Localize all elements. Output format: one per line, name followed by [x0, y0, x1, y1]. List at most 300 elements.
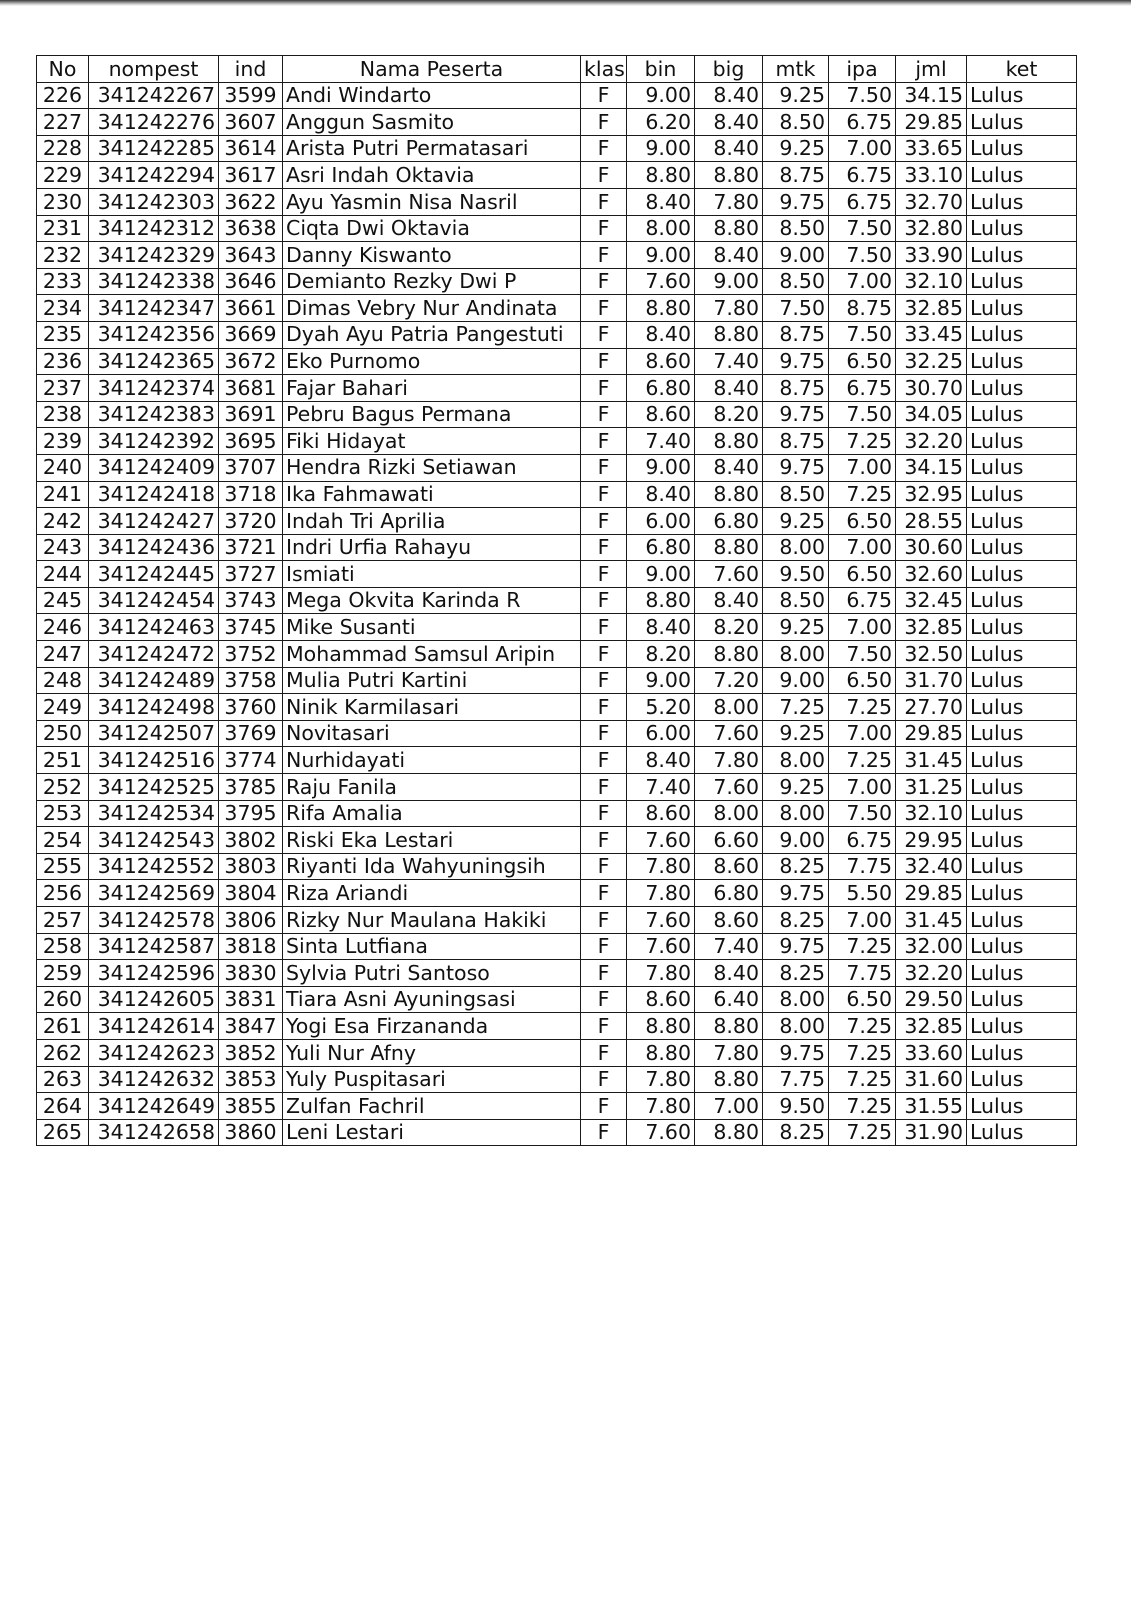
- cell-big: 8.00: [695, 694, 763, 721]
- cell-mtk: 8.00: [763, 800, 829, 827]
- cell-bin: 7.60: [627, 1119, 695, 1146]
- table-row: [37, 109, 1077, 136]
- cell-no: 228: [37, 135, 89, 162]
- cell-ket: Lulus: [967, 428, 1077, 455]
- cell-nama-peserta: Rifa Amalia: [283, 800, 581, 827]
- cell-big: 7.60: [695, 720, 763, 747]
- cell-ind: 3695: [219, 428, 283, 455]
- cell-nama-peserta: Mega Okvita Karinda R: [283, 587, 581, 614]
- cell-nompest: 341242507: [89, 720, 219, 747]
- cell-ind: 3758: [219, 667, 283, 694]
- cell-nama-peserta: Sylvia Putri Santoso: [283, 960, 581, 987]
- table-row: [37, 720, 1077, 747]
- cell-klas: F: [581, 694, 627, 721]
- cell-mtk: 8.50: [763, 109, 829, 136]
- cell-nompest: 341242445: [89, 561, 219, 588]
- cell-klas: F: [581, 667, 627, 694]
- cell-no: 258: [37, 933, 89, 960]
- cell-klas: F: [581, 348, 627, 375]
- cell-no: 259: [37, 960, 89, 987]
- table-row: [37, 1066, 1077, 1093]
- cell-big: 8.80: [695, 1066, 763, 1093]
- cell-nompest: 341242498: [89, 694, 219, 721]
- cell-big: 7.00: [695, 1093, 763, 1120]
- cell-jml: 33.60: [896, 1039, 967, 1066]
- cell-big: 8.40: [695, 82, 763, 109]
- cell-jml: 32.25: [896, 348, 967, 375]
- cell-bin: 8.60: [627, 348, 695, 375]
- cell-nompest: 341242658: [89, 1119, 219, 1146]
- cell-no: 238: [37, 401, 89, 428]
- cell-bin: 9.00: [627, 135, 695, 162]
- cell-bin: 6.80: [627, 375, 695, 402]
- cell-bin: 9.00: [627, 667, 695, 694]
- cell-big: 8.60: [695, 907, 763, 934]
- cell-jml: 32.85: [896, 614, 967, 641]
- cell-jml: 32.80: [896, 215, 967, 242]
- cell-nama-peserta: Dimas Vebry Nur Andinata: [283, 295, 581, 322]
- cell-ind: 3855: [219, 1093, 283, 1120]
- cell-ket: Lulus: [967, 375, 1077, 402]
- cell-nama-peserta: Ika Fahmawati: [283, 481, 581, 508]
- cell-ket: Lulus: [967, 321, 1077, 348]
- cell-mtk: 8.50: [763, 215, 829, 242]
- cell-nompest: 341242356: [89, 321, 219, 348]
- cell-no: 236: [37, 348, 89, 375]
- cell-mtk: 8.75: [763, 162, 829, 189]
- cell-nama-peserta: Riyanti Ida Wahyuningsih: [283, 853, 581, 880]
- cell-nama-peserta: Ayu Yasmin Nisa Nasril: [283, 188, 581, 215]
- cell-no: 255: [37, 853, 89, 880]
- cell-no: 230: [37, 188, 89, 215]
- cell-no: 250: [37, 720, 89, 747]
- cell-nama-peserta: Pebru Bagus Permana: [283, 401, 581, 428]
- cell-ket: Lulus: [967, 82, 1077, 109]
- cell-nompest: 341242463: [89, 614, 219, 641]
- table-row: [37, 162, 1077, 189]
- cell-ipa: 6.50: [829, 667, 896, 694]
- table-row: [37, 561, 1077, 588]
- cell-nompest: 341242294: [89, 162, 219, 189]
- header-mtk: mtk: [763, 56, 829, 83]
- cell-klas: F: [581, 853, 627, 880]
- cell-ipa: 5.50: [829, 880, 896, 907]
- cell-mtk: 9.25: [763, 774, 829, 801]
- cell-jml: 31.55: [896, 1093, 967, 1120]
- cell-no: 231: [37, 215, 89, 242]
- cell-ket: Lulus: [967, 481, 1077, 508]
- cell-klas: F: [581, 907, 627, 934]
- cell-ipa: 7.00: [829, 454, 896, 481]
- cell-nompest: 341242436: [89, 534, 219, 561]
- cell-big: 7.80: [695, 1039, 763, 1066]
- header-bin: bin: [627, 56, 695, 83]
- cell-mtk: 9.50: [763, 1093, 829, 1120]
- cell-nompest: 341242383: [89, 401, 219, 428]
- cell-ket: Lulus: [967, 641, 1077, 668]
- cell-ind: 3802: [219, 827, 283, 854]
- cell-ipa: 7.00: [829, 907, 896, 934]
- cell-nama-peserta: Arista Putri Permatasari: [283, 135, 581, 162]
- cell-mtk: 8.25: [763, 907, 829, 934]
- cell-mtk: 9.00: [763, 827, 829, 854]
- cell-big: 8.20: [695, 614, 763, 641]
- cell-ind: 3614: [219, 135, 283, 162]
- cell-klas: F: [581, 880, 627, 907]
- cell-jml: 32.85: [896, 295, 967, 322]
- cell-jml: 28.55: [896, 508, 967, 535]
- cell-ipa: 7.25: [829, 933, 896, 960]
- cell-mtk: 9.75: [763, 454, 829, 481]
- cell-big: 8.80: [695, 481, 763, 508]
- header-nama-peserta: Nama Peserta: [283, 56, 581, 83]
- cell-no: 264: [37, 1093, 89, 1120]
- cell-nompest: 341242525: [89, 774, 219, 801]
- cell-ind: 3643: [219, 242, 283, 269]
- cell-ket: Lulus: [967, 188, 1077, 215]
- cell-bin: 7.80: [627, 853, 695, 880]
- cell-big: 8.40: [695, 454, 763, 481]
- cell-nama-peserta: Danny Kiswanto: [283, 242, 581, 269]
- results-table: [36, 55, 1077, 1146]
- header-no: No: [37, 56, 89, 83]
- cell-nompest: 341242596: [89, 960, 219, 987]
- cell-bin: 8.80: [627, 587, 695, 614]
- cell-ind: 3681: [219, 375, 283, 402]
- cell-no: 248: [37, 667, 89, 694]
- cell-big: 8.00: [695, 800, 763, 827]
- header-ipa: ipa: [829, 56, 896, 83]
- cell-nompest: 341242552: [89, 853, 219, 880]
- cell-ket: Lulus: [967, 1013, 1077, 1040]
- cell-jml: 31.25: [896, 774, 967, 801]
- cell-klas: F: [581, 375, 627, 402]
- cell-nama-peserta: Dyah Ayu Patria Pangestuti: [283, 321, 581, 348]
- cell-nama-peserta: Hendra Rizki Setiawan: [283, 454, 581, 481]
- cell-no: 260: [37, 986, 89, 1013]
- cell-no: 232: [37, 242, 89, 269]
- cell-ipa: 7.25: [829, 747, 896, 774]
- table-row: [37, 508, 1077, 535]
- cell-no: 253: [37, 800, 89, 827]
- cell-bin: 8.60: [627, 800, 695, 827]
- cell-nompest: 341242587: [89, 933, 219, 960]
- cell-nompest: 341242409: [89, 454, 219, 481]
- table-row: [37, 454, 1077, 481]
- cell-ind: 3774: [219, 747, 283, 774]
- cell-big: 7.80: [695, 188, 763, 215]
- cell-ind: 3847: [219, 1013, 283, 1040]
- cell-nompest: 341242418: [89, 481, 219, 508]
- cell-nompest: 341242347: [89, 295, 219, 322]
- cell-jml: 32.50: [896, 641, 967, 668]
- cell-jml: 34.15: [896, 454, 967, 481]
- cell-ind: 3691: [219, 401, 283, 428]
- cell-ket: Lulus: [967, 561, 1077, 588]
- cell-klas: F: [581, 774, 627, 801]
- cell-ind: 3638: [219, 215, 283, 242]
- cell-jml: 29.85: [896, 720, 967, 747]
- table-row: [37, 135, 1077, 162]
- cell-nompest: 341242578: [89, 907, 219, 934]
- cell-ind: 3718: [219, 481, 283, 508]
- table-row: [37, 1013, 1077, 1040]
- header-big: big: [695, 56, 763, 83]
- cell-ket: Lulus: [967, 295, 1077, 322]
- cell-klas: F: [581, 933, 627, 960]
- cell-mtk: 9.25: [763, 720, 829, 747]
- cell-mtk: 8.50: [763, 587, 829, 614]
- cell-big: 8.80: [695, 321, 763, 348]
- cell-ipa: 7.25: [829, 1093, 896, 1120]
- cell-ipa: 7.75: [829, 960, 896, 987]
- cell-nompest: 341242472: [89, 641, 219, 668]
- cell-ipa: 7.50: [829, 401, 896, 428]
- table-row: [37, 933, 1077, 960]
- cell-nama-peserta: Zulfan Fachril: [283, 1093, 581, 1120]
- cell-ket: Lulus: [967, 667, 1077, 694]
- cell-mtk: 9.75: [763, 188, 829, 215]
- cell-ind: 3661: [219, 295, 283, 322]
- cell-mtk: 7.25: [763, 694, 829, 721]
- cell-nompest: 341242516: [89, 747, 219, 774]
- cell-no: 245: [37, 587, 89, 614]
- cell-bin: 8.80: [627, 162, 695, 189]
- cell-jml: 32.20: [896, 960, 967, 987]
- cell-no: 247: [37, 641, 89, 668]
- cell-big: 7.80: [695, 295, 763, 322]
- table-row: [37, 614, 1077, 641]
- cell-ipa: 6.50: [829, 986, 896, 1013]
- cell-ipa: 7.00: [829, 268, 896, 295]
- cell-nama-peserta: Riza Ariandi: [283, 880, 581, 907]
- cell-jml: 29.85: [896, 109, 967, 136]
- cell-mtk: 8.00: [763, 986, 829, 1013]
- cell-ket: Lulus: [967, 747, 1077, 774]
- cell-ket: Lulus: [967, 401, 1077, 428]
- cell-ket: Lulus: [967, 960, 1077, 987]
- cell-ind: 3752: [219, 641, 283, 668]
- table-row: [37, 348, 1077, 375]
- cell-no: 234: [37, 295, 89, 322]
- cell-no: 226: [37, 82, 89, 109]
- cell-ind: 3803: [219, 853, 283, 880]
- cell-no: 252: [37, 774, 89, 801]
- cell-nama-peserta: Rizky Nur Maulana Hakiki: [283, 907, 581, 934]
- header-ket: ket: [967, 56, 1077, 83]
- cell-big: 7.20: [695, 667, 763, 694]
- cell-jml: 32.85: [896, 1013, 967, 1040]
- cell-klas: F: [581, 454, 627, 481]
- cell-mtk: 8.25: [763, 960, 829, 987]
- table-row: [37, 986, 1077, 1013]
- cell-big: 8.20: [695, 401, 763, 428]
- cell-jml: 32.10: [896, 268, 967, 295]
- cell-jml: 33.90: [896, 242, 967, 269]
- cell-klas: F: [581, 587, 627, 614]
- cell-klas: F: [581, 1093, 627, 1120]
- cell-bin: 6.20: [627, 109, 695, 136]
- cell-ipa: 7.25: [829, 1013, 896, 1040]
- cell-klas: F: [581, 508, 627, 535]
- cell-ipa: 7.00: [829, 720, 896, 747]
- cell-jml: 33.45: [896, 321, 967, 348]
- cell-mtk: 9.00: [763, 242, 829, 269]
- table-row: [37, 401, 1077, 428]
- cell-nompest: 341242329: [89, 242, 219, 269]
- scan-top-edge: [0, 0, 1131, 6]
- cell-jml: 31.45: [896, 907, 967, 934]
- cell-klas: F: [581, 800, 627, 827]
- cell-jml: 30.70: [896, 375, 967, 402]
- cell-ind: 3617: [219, 162, 283, 189]
- cell-ind: 3860: [219, 1119, 283, 1146]
- cell-no: 239: [37, 428, 89, 455]
- cell-jml: 29.50: [896, 986, 967, 1013]
- table-body: [37, 82, 1077, 1146]
- cell-jml: 32.10: [896, 800, 967, 827]
- table-row: [37, 747, 1077, 774]
- cell-bin: 7.60: [627, 268, 695, 295]
- cell-big: 8.40: [695, 242, 763, 269]
- cell-bin: 7.80: [627, 880, 695, 907]
- cell-ipa: 7.00: [829, 614, 896, 641]
- cell-ipa: 7.50: [829, 641, 896, 668]
- cell-bin: 8.80: [627, 1013, 695, 1040]
- cell-ind: 3760: [219, 694, 283, 721]
- cell-ind: 3804: [219, 880, 283, 907]
- cell-mtk: 8.50: [763, 481, 829, 508]
- cell-nama-peserta: Ciqta Dwi Oktavia: [283, 215, 581, 242]
- table-row: [37, 534, 1077, 561]
- cell-ket: Lulus: [967, 1039, 1077, 1066]
- cell-ind: 3720: [219, 508, 283, 535]
- cell-ind: 3669: [219, 321, 283, 348]
- cell-ket: Lulus: [967, 880, 1077, 907]
- table-row: [37, 1093, 1077, 1120]
- header-klas: klas: [581, 56, 627, 83]
- cell-ipa: 6.75: [829, 188, 896, 215]
- cell-klas: F: [581, 1066, 627, 1093]
- cell-jml: 33.65: [896, 135, 967, 162]
- cell-nama-peserta: Mulia Putri Kartini: [283, 667, 581, 694]
- cell-big: 6.80: [695, 880, 763, 907]
- cell-mtk: 8.25: [763, 1119, 829, 1146]
- cell-mtk: 9.75: [763, 1039, 829, 1066]
- cell-nompest: 341242365: [89, 348, 219, 375]
- cell-nompest: 341242303: [89, 188, 219, 215]
- table-row: [37, 667, 1077, 694]
- cell-mtk: 9.25: [763, 82, 829, 109]
- cell-mtk: 8.00: [763, 641, 829, 668]
- cell-no: 254: [37, 827, 89, 854]
- cell-ket: Lulus: [967, 454, 1077, 481]
- cell-mtk: 8.00: [763, 1013, 829, 1040]
- table-row: [37, 1039, 1077, 1066]
- cell-big: 8.80: [695, 534, 763, 561]
- cell-klas: F: [581, 534, 627, 561]
- cell-nama-peserta: Fajar Bahari: [283, 375, 581, 402]
- table-row: [37, 242, 1077, 269]
- cell-ket: Lulus: [967, 348, 1077, 375]
- cell-bin: 8.40: [627, 481, 695, 508]
- cell-no: 233: [37, 268, 89, 295]
- cell-ket: Lulus: [967, 986, 1077, 1013]
- cell-klas: F: [581, 1039, 627, 1066]
- cell-ipa: 6.50: [829, 348, 896, 375]
- cell-klas: F: [581, 1119, 627, 1146]
- cell-mtk: 9.25: [763, 508, 829, 535]
- cell-big: 6.80: [695, 508, 763, 535]
- cell-big: 7.40: [695, 348, 763, 375]
- cell-ket: Lulus: [967, 907, 1077, 934]
- cell-klas: F: [581, 188, 627, 215]
- cell-ind: 3769: [219, 720, 283, 747]
- cell-big: 8.80: [695, 641, 763, 668]
- cell-no: 257: [37, 907, 89, 934]
- cell-mtk: 8.25: [763, 853, 829, 880]
- cell-nama-peserta: Demianto Rezky Dwi P: [283, 268, 581, 295]
- cell-nama-peserta: Tiara Asni Ayuningsasi: [283, 986, 581, 1013]
- cell-nama-peserta: Mike Susanti: [283, 614, 581, 641]
- cell-bin: 8.40: [627, 321, 695, 348]
- table-row: [37, 960, 1077, 987]
- cell-no: 263: [37, 1066, 89, 1093]
- table-row: [37, 800, 1077, 827]
- cell-jml: 31.45: [896, 747, 967, 774]
- cell-ipa: 6.75: [829, 375, 896, 402]
- cell-nompest: 341242392: [89, 428, 219, 455]
- cell-big: 8.80: [695, 162, 763, 189]
- cell-nama-peserta: Indah Tri Aprilia: [283, 508, 581, 535]
- cell-no: 235: [37, 321, 89, 348]
- cell-mtk: 9.25: [763, 135, 829, 162]
- table-row: [37, 481, 1077, 508]
- cell-big: 8.40: [695, 587, 763, 614]
- cell-ind: 3830: [219, 960, 283, 987]
- cell-nompest: 341242454: [89, 587, 219, 614]
- cell-ket: Lulus: [967, 800, 1077, 827]
- cell-mtk: 7.75: [763, 1066, 829, 1093]
- cell-ket: Lulus: [967, 774, 1077, 801]
- cell-no: 227: [37, 109, 89, 136]
- cell-big: 7.60: [695, 774, 763, 801]
- cell-big: 8.40: [695, 375, 763, 402]
- cell-ipa: 6.75: [829, 162, 896, 189]
- cell-nama-peserta: Yogi Esa Firzananda: [283, 1013, 581, 1040]
- cell-nama-peserta: Ninik Karmilasari: [283, 694, 581, 721]
- cell-jml: 32.20: [896, 428, 967, 455]
- cell-ipa: 7.25: [829, 428, 896, 455]
- cell-big: 8.80: [695, 1013, 763, 1040]
- cell-big: 8.60: [695, 853, 763, 880]
- cell-ipa: 7.25: [829, 1066, 896, 1093]
- cell-ket: Lulus: [967, 242, 1077, 269]
- cell-ind: 3599: [219, 82, 283, 109]
- cell-ind: 3785: [219, 774, 283, 801]
- cell-ipa: 7.00: [829, 135, 896, 162]
- header-ind: ind: [219, 56, 283, 83]
- cell-big: 8.80: [695, 215, 763, 242]
- cell-big: 8.80: [695, 428, 763, 455]
- table-row: [37, 268, 1077, 295]
- cell-nama-peserta: Yuly Puspitasari: [283, 1066, 581, 1093]
- cell-big: 7.60: [695, 561, 763, 588]
- cell-ipa: 7.00: [829, 774, 896, 801]
- cell-nama-peserta: Mohammad Samsul Aripin: [283, 641, 581, 668]
- cell-nompest: 341242543: [89, 827, 219, 854]
- cell-ind: 3607: [219, 109, 283, 136]
